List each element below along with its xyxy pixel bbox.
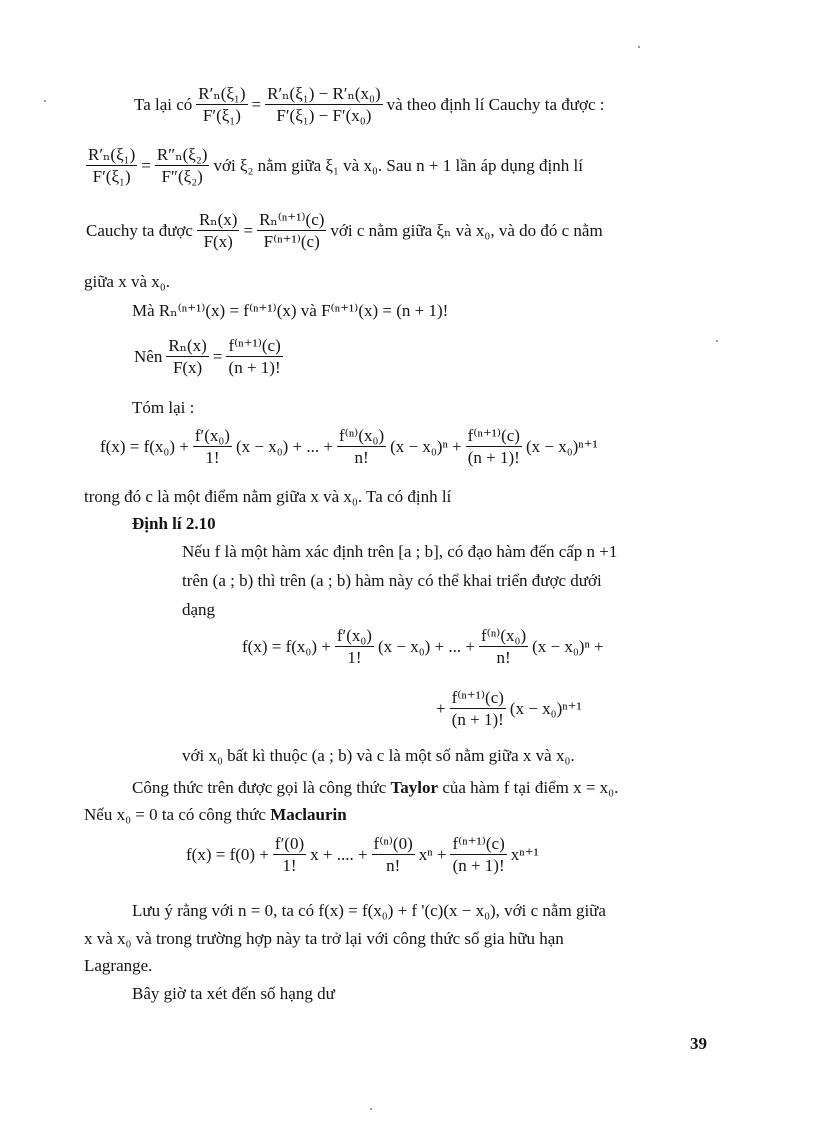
paragraph-note-2: x và x₀ và trong trường hợp này ta trở lại với công thức số gia hữu hạn — [84, 929, 564, 948]
paragraph-note-1: Lưu ý rằng với n = 0, ta có f(x) = f(x₀) + f '(c)(x − x₀), với c nằm giữa — [132, 901, 606, 920]
theorem-line-4: với x₀ bất kì thuộc (a ; b) và c là một số nằm giữa x và x₀. — [182, 746, 575, 765]
text: và theo định lí Cauchy ta được : — [386, 94, 605, 114]
fraction: $\frac{\text{R′ₙ(ξ₁)}}{\text{F′(ξ₁)}}$ — [88, 145, 136, 186]
paragraph-note-3: Lagrange. — [84, 956, 153, 975]
line-5: Mà Rₙ⁽ⁿ⁺¹⁾(x) = f⁽ⁿ⁺¹⁾(x) và F⁽ⁿ⁺¹⁾(x) = (n + 1)! — [132, 301, 449, 320]
paragraph-taylor: Công thức trên được gọi là công thức Taylor của hàm f tại điểm x = x₀. — [132, 778, 619, 797]
fraction: $\frac{\text{Rₙ(x)}}{F(x)}$ — [168, 336, 207, 377]
theorem-title: Định lí 2.10 — [132, 514, 216, 533]
fraction: $\frac{\text{R′ₙ(ξ₁)}}{\text{F′(ξ₁)}}$ — [198, 84, 246, 125]
line-7: Tóm lại : — [132, 398, 195, 417]
line-8: trong đó c là một điểm nằm giữa x và x₀. Ta có định lí — [84, 487, 452, 506]
taylor-formula: f(x) = f(x₀) + $\frac{\text{f′(x₀)}}{1!}$ (x − x₀) + ... + $\frac{\text{f⁽ⁿ⁾(x₀)}}{n!}$ (x − x₀)ⁿ + $\frac{\text{f⁽ⁿ⁺¹⁾(c)}}{(n + 1)!}$ (x − x₀)ⁿ⁺¹ — [100, 426, 598, 467]
fraction: $\frac{\text{Rₙ⁽ⁿ⁺¹⁾(c)}}{\text{F⁽ⁿ⁺¹⁾(c)}}$ — [259, 210, 325, 251]
line-4: giữa x và x₀. — [84, 272, 170, 291]
fraction: $\frac{\text{f⁽ⁿ⁺¹⁾(c)}}{(n + 1)!}$ — [228, 336, 281, 377]
scan-speck — [638, 46, 640, 48]
line-6: Nên $\frac{\text{Rₙ(x)}}{F(x)}$ = $\frac{\text{f⁽ⁿ⁺¹⁾(c)}}{(n + 1)!}$ — [134, 336, 281, 377]
theorem-formula-1: f(x) = f(x₀) + $\frac{\text{f′(x₀)}}{1!}$ (x − x₀) + ... + $\frac{\text{f⁽ⁿ⁾(x₀)}}{n!}$ (x − x₀)ⁿ + — [242, 626, 604, 667]
page-number: 39 — [690, 1034, 707, 1053]
theorem-line-2: trên (a ; b) thì trên (a ; b) hàm này có thể khai triển được dưới — [182, 571, 602, 590]
line-3: Cauchy ta được $\frac{\text{Rₙ(x)}}{F(x)}$ = $\frac{\text{Rₙ⁽ⁿ⁺¹⁾(c)}}{\text{F⁽ⁿ⁺¹⁾(c)}}$ với c nằm giữa ξₙ và x₀, và do đó c nằm — [86, 210, 603, 251]
paragraph-residual: Bây giờ ta xét đến số hạng dư — [132, 984, 335, 1003]
theorem-formula-2: + $\frac{\text{f⁽ⁿ⁺¹⁾(c)}}{(n + 1)!}$ (x − x₀)ⁿ⁺¹ — [436, 688, 582, 729]
maclaurin-formula: f(x) = f(0) + $\frac{f'(0)}{1!}$ x + .... + $\frac{\text{f⁽ⁿ⁾(0)}}{n!}$ xⁿ + $\frac{\text{f⁽ⁿ⁺¹⁾(c)}}{(n + 1)!}$ xⁿ⁺¹ — [186, 834, 539, 875]
scan-speck — [44, 100, 46, 102]
theorem-line-1: Nếu f là một hàm xác định trên [a ; b], có đạo hàm đến cấp n +1 — [182, 542, 618, 561]
fraction: $\frac{\text{R″ₙ(ξ₂)}}{\text{F″(ξ₂)}}$ — [156, 145, 208, 186]
scan-speck — [716, 340, 718, 342]
theorem-line-3: dạng — [182, 600, 216, 619]
paragraph-maclaurin: Nếu x₀ = 0 ta có công thức Maclaurin — [84, 805, 347, 824]
text: với ξ₂ nằm giữa ξ₁ và x₀. Sau n + 1 lần áp dụng định lí — [213, 155, 583, 175]
line-1: Ta lại có $\frac{\text{R′ₙ(ξ₁)}}{\text{F′(ξ₁)}}$ = $\frac{\text{R′ₙ(ξ₁) − R′ₙ(x₀)}}{\text{F′(ξ₁) − F′(x₀)}}$ và theo định lí Cauchy ta được : — [134, 84, 605, 125]
text: Ta lại có — [134, 94, 193, 114]
text: Nên — [134, 346, 163, 366]
line-2: $\frac{\text{R′ₙ(ξ₁)}}{\text{F′(ξ₁)}}$ = $\frac{\text{R″ₙ(ξ₂)}}{\text{F″(ξ₂)}}$ với ξ₂ nằm giữa ξ₁ và x₀. Sau n + 1 lần áp dụng định lí — [88, 145, 583, 186]
fraction: $\frac{\text{R′ₙ(ξ₁) − R′ₙ(x₀)}}{\text{F′(ξ₁) − F′(x₀)}}$ — [267, 84, 381, 125]
scan-speck — [370, 1108, 372, 1110]
text: Cauchy ta được — [86, 220, 193, 240]
text: với c nằm giữa ξₙ và x₀, và do đó c nằm — [330, 220, 603, 240]
fraction: $\frac{\text{Rₙ(x)}}{F(x)}$ — [198, 210, 238, 251]
